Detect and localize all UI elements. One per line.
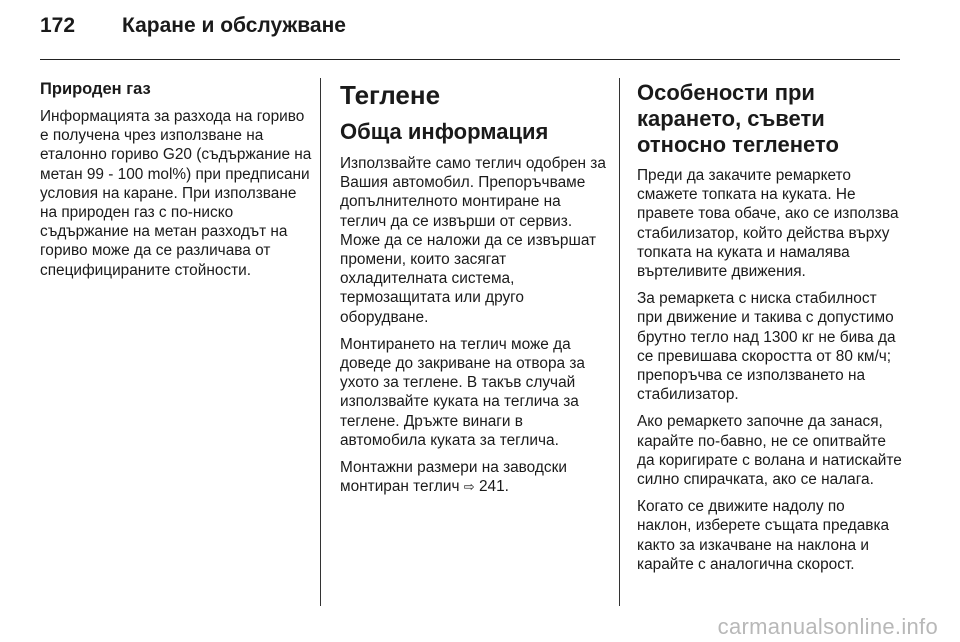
paragraph: За ремаркета с ниска стабилност при движение и такива с допустимо брутно тегло над 1300 кг не бива да се превишава скоростта от 80 км/ч; препоръчва се използването на стабилизатор. — [637, 290, 896, 404]
subsection-title-general: Обща информация — [340, 119, 549, 144]
paragraph-text: Монтажни размери на заводски монтиран теглич — [340, 459, 567, 496]
paragraph: Информацията за разхода на гориво е получена чрез използване на еталонно гориво G20 (съдържание на метан 99 - 100 mol%) при предписани условия на каране. При използване на природен газ с по-ниско съдържание на метан разходът на гориво може да се различава от специфицираните стойности. — [40, 108, 312, 279]
page-reference-arrow-icon[interactable]: ⇨ — [463, 480, 475, 496]
paragraph: Използвайте само теглич одобрен за Вашия автомобил. Препоръчваме допълнителното монтиране на теглич да се извърши от сервиз. Може да се наложи да се извършат промени, които засягат охладителната система, термозащитата или друго оборудване. — [340, 155, 606, 326]
paragraph: Преди да закачите ремаркето смажете топката на куката. Не правете това обаче, ако се използва стабилизатор, който действа върху топката на куката и намалява въртеливите движения. — [637, 167, 899, 281]
column-natural-gas — [40, 80, 312, 288]
page-number: 172 — [40, 14, 76, 37]
paragraph: Ако ремаркето започне да занася, карайте по-бавно, не се опитвайте да коригирате с волана и натискайте силно спирачката, ако се налага. — [637, 413, 902, 489]
chapter-title: Каране и обслужване — [122, 14, 346, 37]
paragraph: Когато се движите надолу по наклон, изберете същата предавка както за изкачване на наклона и карайте с аналогична скорост. — [637, 498, 890, 573]
paragraph — [340, 458, 610, 497]
column-divider — [619, 78, 620, 606]
section-heading-towing-tips: Особености при карането, съвети относно тегленето — [637, 80, 839, 157]
watermark: carmanualsonline.info — [717, 614, 938, 639]
column-towing — [340, 80, 610, 505]
column-divider — [320, 78, 321, 606]
paragraph: Монтирането на теглич може да доведе до закриване на отвора за ухото за теглене. В такъв случай използвайте куката на теглича за теглене. Дръжте винаги в автомобила куката за теглича. — [340, 335, 585, 449]
page-reference[interactable]: 241. — [474, 478, 509, 496]
page-header — [40, 14, 346, 48]
column-towing-tips — [637, 80, 903, 582]
header-rule — [40, 59, 900, 60]
section-heading-natural-gas: Природен газ — [40, 80, 151, 98]
section-title-towing: Теглене — [340, 80, 441, 110]
